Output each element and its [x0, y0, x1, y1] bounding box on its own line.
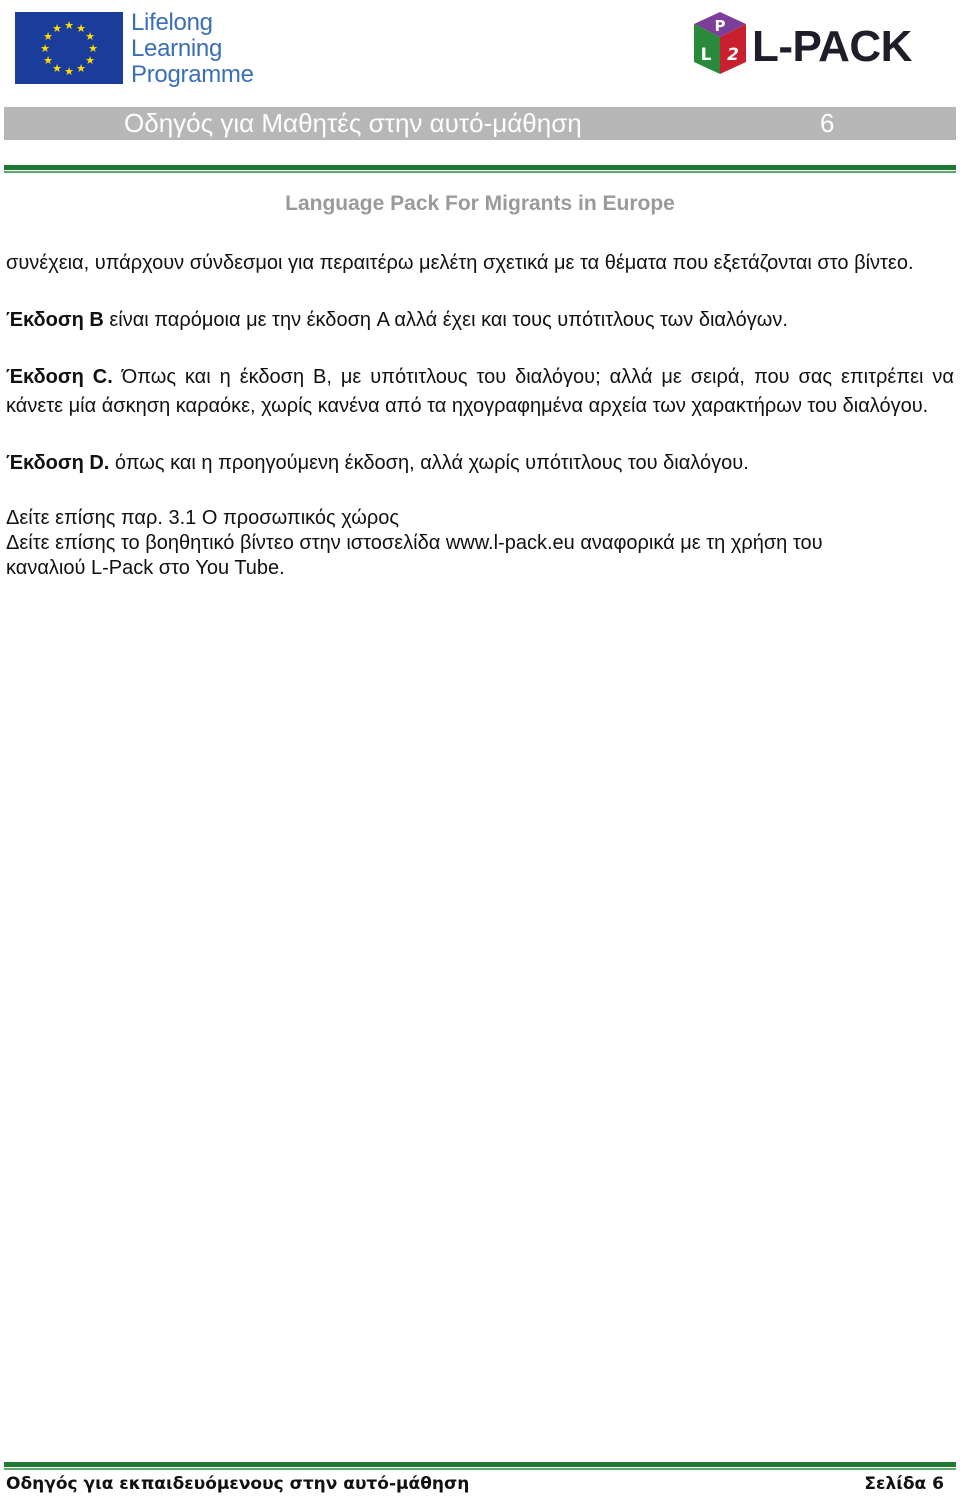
paragraph-version-b [6, 306, 954, 335]
svg-text:★: ★ [64, 65, 74, 78]
version-c-text: Όπως και η έκδοση B, με υπότιτλους του διαλόγου; αλλά με σειρά, που σας επιτρέπει να κάνετε μία άσκηση καραόκε, χωρίς κανένα από τα ηχογραφημένα αρχεία των χαρακτήρων του διαλόγου. [6, 366, 954, 417]
cube-letter-l: L [700, 45, 712, 65]
cube-letter-2: 2 [727, 45, 739, 65]
document-body [6, 249, 954, 581]
see-also-section-link: Δείτε επίσης παρ. 3.1 Ο προσωπικός χώρος [6, 506, 399, 529]
llp-line-1: Lifelong [131, 9, 213, 36]
svg-text:★: ★ [64, 19, 74, 32]
version-d-label: Έκδοση D. [6, 451, 110, 474]
lpack-cube-icon [686, 10, 754, 82]
llp-line-3: Programme [131, 61, 254, 88]
header-divider-thin [4, 171, 956, 173]
header-page-number: 6 [820, 108, 835, 138]
see-also-block [6, 506, 954, 581]
llp-line-2: Learning [131, 35, 223, 62]
eu-stars-icon [15, 12, 123, 84]
svg-text:★: ★ [88, 42, 98, 55]
version-b-label: Έκδοση B [6, 309, 104, 331]
svg-text:★: ★ [43, 30, 53, 43]
title-bar [4, 107, 956, 140]
version-b-text: είναι παρόμοια με την έκδοση A αλλά έχει και τους υπότιτλους των διαλόγων. [103, 309, 788, 331]
document-subtitle: Language Pack For Migrants in Europe [285, 192, 675, 215]
version-d-text: όπως και η προηγούμενη έκδοση, αλλά χωρίς υπότιτλους του διαλόγου. [109, 451, 749, 474]
svg-text:★: ★ [76, 22, 86, 35]
paragraph-version-d [6, 449, 954, 478]
paragraph-version-c [6, 363, 954, 420]
cube-letter-p: P [714, 17, 726, 35]
svg-text:★: ★ [52, 22, 62, 35]
footer-divider-thin [4, 1468, 956, 1470]
footer-divider [4, 1462, 956, 1467]
footer-title: Οδηγός για εκπαιδευόμενους στην αυτό-μάθηση [6, 1474, 470, 1494]
see-also-video-link: Δείτε επίσης το βοηθητικό βίντεο στην ιστοσελίδα www.l-pack.eu αναφορικά με τη χρήση του [6, 531, 823, 554]
see-also-video-link-cont: καναλιού L-Pack στο You Tube. [6, 556, 285, 579]
version-c-label: Έκδοση C. [6, 366, 113, 388]
llp-wordmark [131, 10, 254, 88]
paragraph-intro: συνέχεια, υπάρχουν σύνδεσμοι για περαιτέρω μελέτη σχετικά με τα θέματα που εξετάζονται στο βίντεο. [6, 252, 914, 274]
svg-text:★: ★ [85, 54, 95, 67]
svg-text:★: ★ [85, 30, 95, 43]
svg-text:★: ★ [76, 62, 86, 75]
svg-text:★: ★ [43, 54, 53, 67]
svg-text:★: ★ [40, 42, 50, 55]
lpack-logo [686, 10, 926, 86]
eu-flag-icon [15, 12, 123, 84]
header-divider [4, 165, 956, 170]
footer-page-number: Σελίδα 6 [864, 1474, 944, 1494]
lpack-wordmark: L-PACK [752, 22, 912, 71]
page-title: Οδηγός για Μαθητές στην αυτό-μάθηση [124, 108, 582, 138]
svg-text:★: ★ [52, 62, 62, 75]
lifelong-learning-logo [15, 9, 275, 90]
